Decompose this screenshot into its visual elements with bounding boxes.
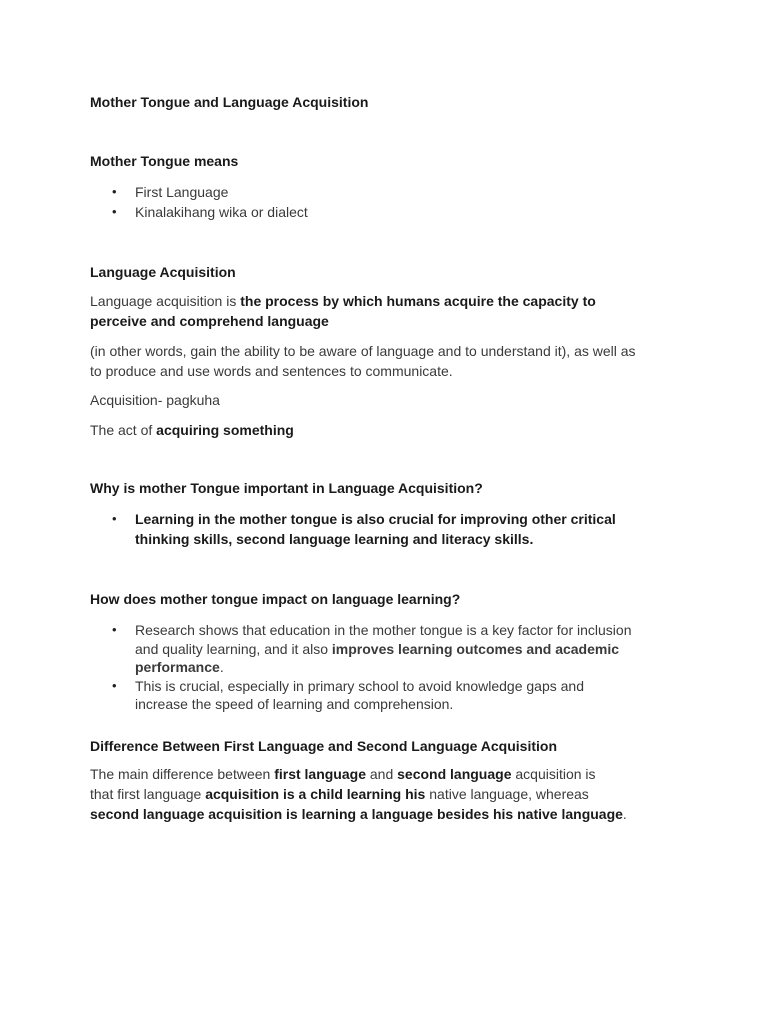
why-heading: Why is mother Tongue important in Language Acquisition? — [90, 480, 483, 496]
list-item: • Kinalakihang wika or dialect — [112, 204, 308, 220]
list-item: • This is crucial, especially in primary school to avoid knowledge gaps and increase the speed of learning and comprehension. — [112, 677, 584, 712]
language-acquisition-explanation: (in other words, gain the ability to be aware of language and to understand it), as well as to produce and use words and sentences to communicate. — [90, 343, 636, 379]
bullet-icon: • — [112, 622, 117, 637]
why-list — [90, 509, 690, 549]
difference-paragraph: The main difference between first language and second language acquisition is that first language acquisition is a child learning his native language, whereas second language acquisition is learning a language besides his native language. — [90, 766, 627, 822]
difference-heading: Difference Between First Language and Second Language Acquisition — [90, 738, 557, 754]
how-list — [90, 621, 690, 714]
how-heading: How does mother tongue impact on language learning? — [90, 591, 461, 607]
bullet-icon: • — [112, 511, 117, 526]
mother-tongue-list — [90, 182, 690, 222]
bullet-icon: • — [112, 184, 117, 199]
mother-tongue-heading: Mother Tongue means — [90, 153, 239, 169]
list-item: • First Language — [112, 184, 229, 200]
act-of-definition: The act of acquiring something — [90, 422, 294, 438]
acquisition-term: Acquisition- pagkuha — [90, 392, 220, 408]
document-title: Mother Tongue and Language Acquisition — [90, 94, 369, 110]
language-acquisition-heading: Language Acquisition — [90, 264, 236, 280]
language-acquisition-definition: Language acquisition is the process by which humans acquire the capacity to perceive and comprehend language — [90, 293, 596, 329]
list-item: • Research shows that education in the mother tongue is a key factor for inclusion and quality learning, and it also improves learning outcomes and academic performance. — [112, 622, 632, 675]
bullet-icon: • — [112, 677, 117, 693]
list-item: • Learning in the mother tongue is also crucial for improving other critical thinking skills, second language learning and literacy skills. — [112, 511, 616, 547]
bullet-icon: • — [112, 204, 117, 219]
